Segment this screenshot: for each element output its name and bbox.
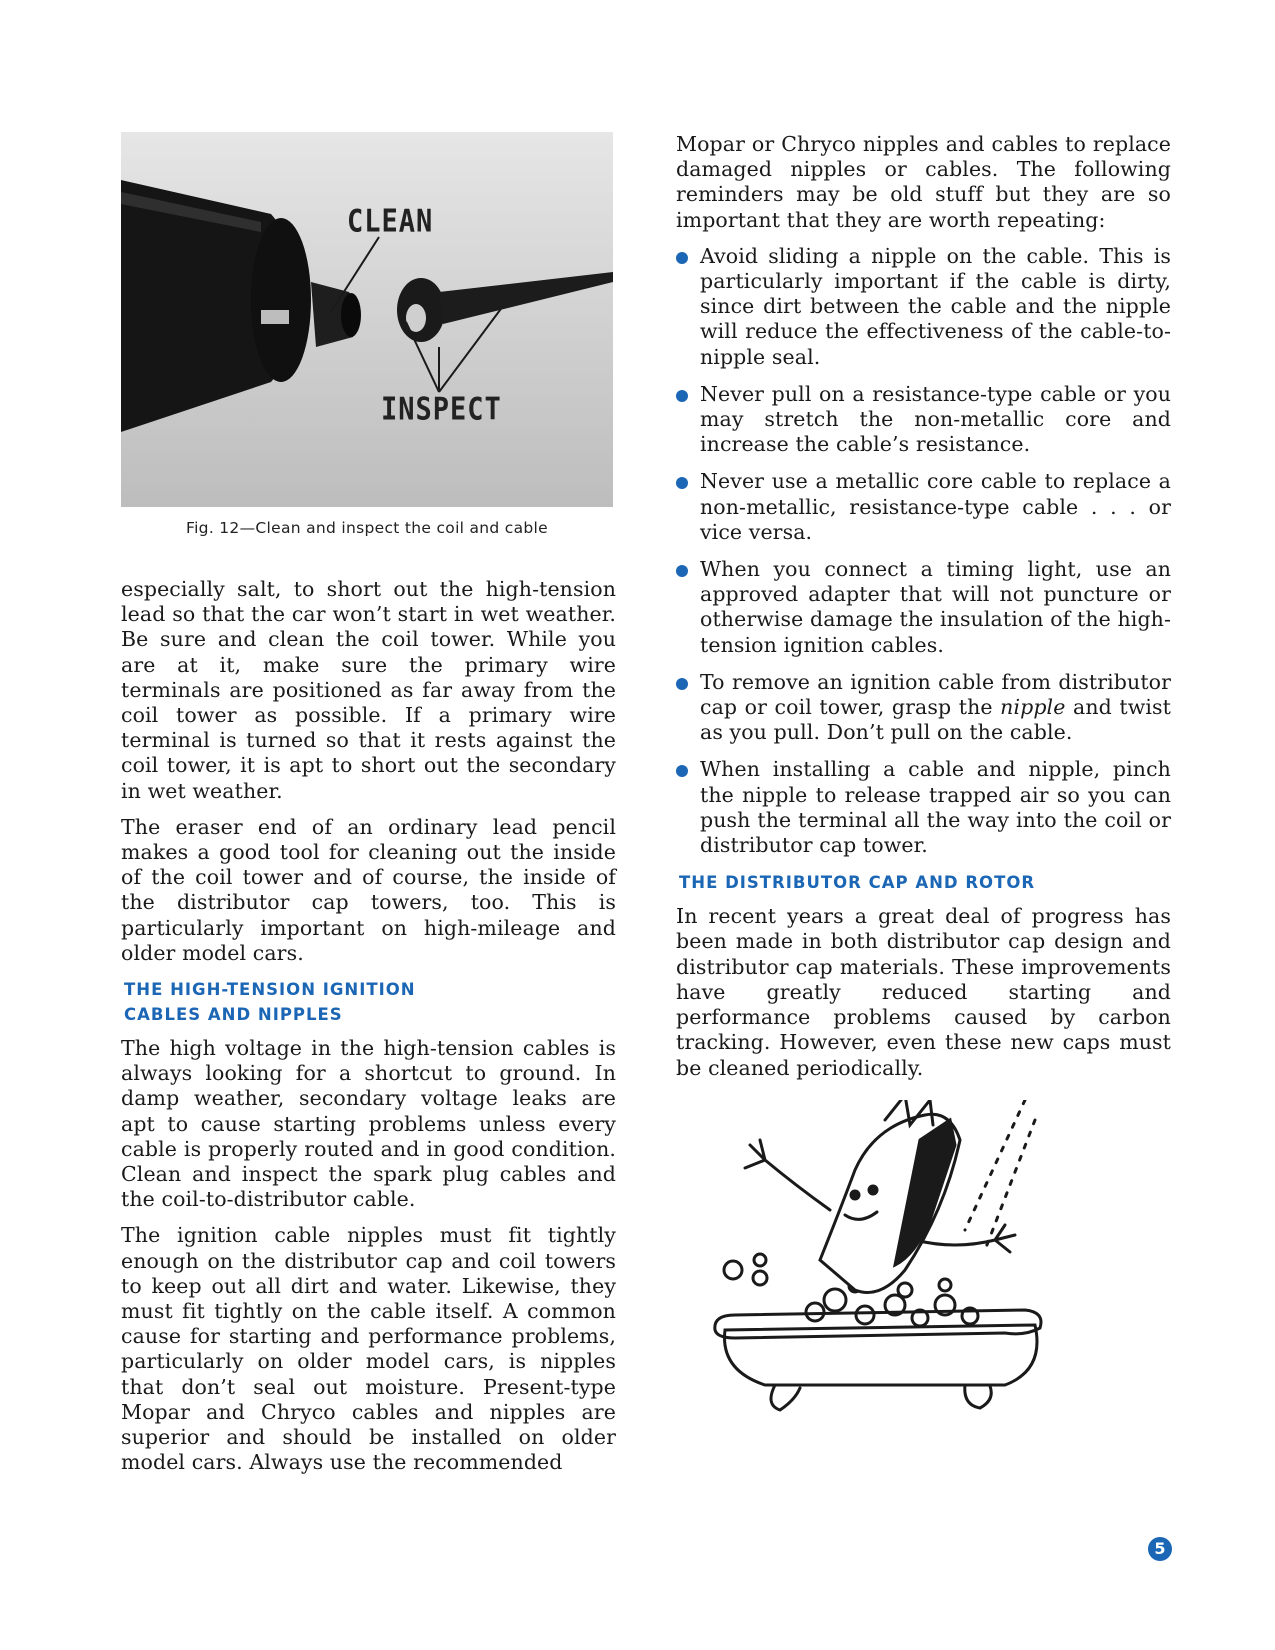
page-number: 5	[1148, 1537, 1172, 1561]
bullet-item	[676, 757, 1171, 858]
section-heading-distributor: THE DISTRIBUTOR CAP AND ROTOR	[679, 873, 1036, 893]
bullet-icon	[676, 765, 688, 777]
bullet-icon	[676, 678, 688, 690]
inspect-label: INSPECT	[381, 391, 502, 428]
paragraph: The ignition cable nipples must fit tightly enough on the distributor cap and coil towers to keep out all dirt and water. Likewise, they must fit tightly on the cable itself. A common cause for starting and performance problems, particularly on older model cars, is nipples that don’t seal out moisture. Present-type Mopar and Chryco cables and nipples are superior and should be installed on older model cars. Always use the recommended	[121, 1223, 616, 1475]
bullet-text-start: To remove an ignition cable from distributor cap or coil tower, grasp the	[700, 669, 1171, 720]
bullet-item	[676, 382, 1171, 458]
cartoon-illustration	[705, 1100, 1105, 1500]
bullet-item	[676, 670, 1171, 746]
bullet-icon	[676, 477, 688, 489]
clean-label: CLEAN	[347, 203, 434, 240]
bullet-text: Never use a metallic core cable to replace a non-metallic, resistance-type cable . . . or vice versa.	[700, 469, 1171, 544]
heading-line: THE HIGH-TENSION IGNITION	[124, 980, 416, 1000]
coil-cable-illustration	[121, 132, 613, 507]
left-text	[121, 577, 616, 1476]
emphasis-nipple: nipple	[1000, 695, 1066, 720]
bullet-icon	[676, 565, 688, 577]
paragraph: In recent years a great deal of progress has been made in both distributor cap design and distributor cap materials. These improvements have greatly reduced starting and performance problems caused by carbon tracking. However, even these new caps must be cleaned periodically.	[676, 904, 1171, 1080]
bullet-text: Never pull on a resistance-type cable or you may stretch the non-metallic core and increase the cable’s resistance.	[700, 381, 1171, 457]
bullet-text: When you connect a timing light, use an approved adapter that will not puncture or otherwise damage the insulation of the high-tension ignition cables.	[700, 557, 1171, 657]
bullet-item	[676, 469, 1171, 545]
bullet-item	[676, 557, 1171, 658]
figure-caption: Fig. 12—Clean and inspect the coil and cable	[185, 519, 549, 537]
paragraph: especially salt, to short out the high-tension lead so that the car won’t start in wet weather. Be sure and clean the coil tower. While you are at it, make sure the primary wire terminals are positioned as far away from the coil tower as possible. If a primary wire terminal is turned so that it rests against the coil tower, it is apt to short out the secondary in wet weather.	[121, 577, 616, 803]
bullet-icon	[676, 252, 688, 264]
bullet-item	[676, 244, 1171, 370]
paragraph: The high voltage in the high-tension cables is always looking for a shortcut to ground. In damp weather, secondary voltage leaks are apt to cause starting problems unless every cable is properly routed and in good condition. Clean and inspect the spark plug cables and the coil-to-distributor cable.	[121, 1036, 616, 1212]
bullet-text: When installing a cable and nipple, pinch the nipple to release trapped air so you can push the terminal all the way into the coil or distributor cap tower.	[700, 757, 1171, 858]
section-heading-cables	[124, 977, 616, 1027]
bullet-text: Avoid sliding a nipple on the cable. This is particularly important if the cable is dirty, since dirt between the cable and the nipple will reduce the effectiveness of the cable-to-nipple seal.	[700, 243, 1171, 369]
paragraph: Mopar or Chryco nipples and cables to replace damaged nipples or cables. The following reminders may be old stuff but they are so important that they are worth repeating:	[676, 132, 1171, 232]
bullet-text-end: and twist as you pull. Don’t pull on the cable.	[700, 695, 1171, 745]
bullet-icon	[676, 390, 688, 402]
bullet-text	[700, 670, 1171, 746]
right-column	[676, 132, 1171, 1092]
bathtub-cartoon	[705, 1100, 1105, 1500]
heading-line: CABLES AND NIPPLES	[124, 1005, 343, 1025]
paragraph: The eraser end of an ordinary lead pencil makes a good tool for cleaning out the inside of the coil tower and of course, the inside of the distributor cap towers, too. This is particularly important on high-mileage and older model cars.	[121, 814, 616, 965]
coil-cable-photo	[121, 132, 613, 507]
left-column	[121, 132, 616, 1487]
